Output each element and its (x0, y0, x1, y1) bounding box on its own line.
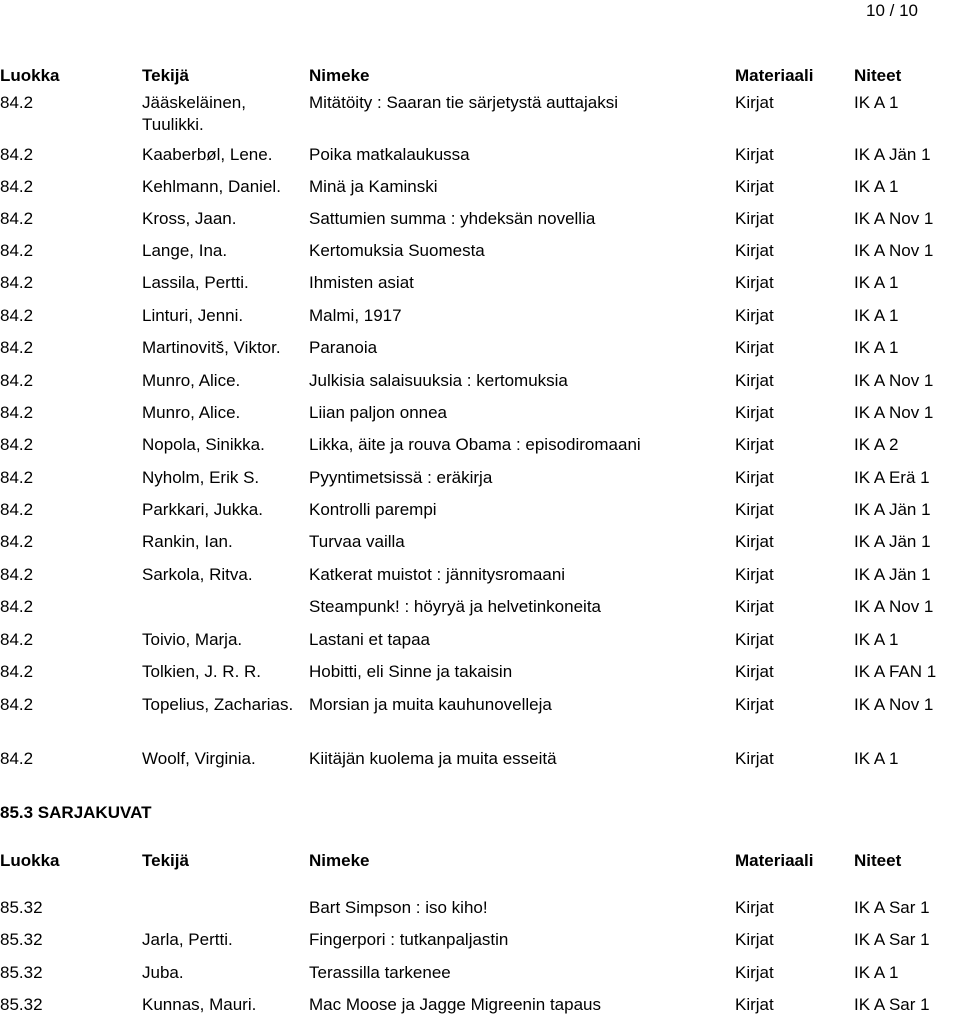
cell-niteet: IK A 2 (854, 435, 899, 454)
table-row (0, 176, 960, 198)
col-materiaali: Materiaali (735, 851, 814, 870)
cell-nimeke: Minä ja Kaminski (309, 177, 438, 196)
table-row (0, 402, 960, 424)
table-row (0, 434, 960, 456)
section-title: 85.3 SARJAKUVAT (0, 803, 152, 822)
cell-nimeke: Lastani et tapaa (309, 630, 430, 649)
cell-luokka: 84.2 (0, 532, 34, 551)
cell-tekija: Lassila, Pertti. (142, 273, 249, 292)
cell-materiaali: Kirjat (735, 995, 774, 1014)
cell-luokka: 84.2 (0, 273, 34, 292)
col-luokka: Luokka (0, 66, 60, 85)
cell-nimeke: Hobitti, eli Sinne ja takaisin (309, 662, 513, 681)
col-niteet: Niteet (854, 66, 902, 85)
table-row (0, 467, 960, 489)
cell-tekija: Jarla, Pertti. (142, 930, 233, 949)
cell-tekija: Toivio, Marja. (142, 630, 243, 649)
cell-luokka: 84.2 (0, 468, 34, 487)
cell-tekija: Tolkien, J. R. R. (142, 662, 262, 681)
table-row (0, 499, 960, 521)
cell-luokka: 85.32 (0, 995, 43, 1014)
cell-luokka: 84.2 (0, 177, 34, 196)
cell-luokka: 84.2 (0, 695, 34, 714)
cell-luokka: 84.2 (0, 209, 34, 228)
table-row (0, 897, 960, 919)
cell-nimeke: Poika matkalaukussa (309, 145, 470, 164)
cell-materiaali: Kirjat (735, 630, 774, 649)
cell-materiaali: Kirjat (735, 273, 774, 292)
cell-niteet: IK A 1 (854, 177, 899, 196)
cell-luokka: 84.2 (0, 597, 34, 616)
cell-tekija: Munro, Alice. (142, 403, 241, 422)
cell-nimeke: Kiitäjän kuolema ja muita esseitä (309, 749, 557, 768)
cell-nimeke: Bart Simpson : iso kiho! (309, 898, 488, 917)
cell-niteet: IK A Jän 1 (854, 532, 931, 551)
table-row (0, 370, 960, 392)
cell-materiaali: Kirjat (735, 306, 774, 325)
cell-nimeke: Julkisia salaisuuksia : kertomuksia (309, 371, 568, 390)
cell-niteet: IK A Nov 1 (854, 695, 934, 714)
cell-materiaali: Kirjat (735, 565, 774, 584)
cell-nimeke: Paranoia (309, 338, 378, 357)
cell-luokka: 84.2 (0, 500, 34, 519)
table-row (0, 748, 960, 770)
cell-niteet: IK A Erä 1 (854, 468, 930, 487)
cell-nimeke: Steampunk! : höyryä ja helvetinkoneita (309, 597, 602, 616)
cell-niteet: IK A 1 (854, 306, 899, 325)
cell-niteet: IK A Nov 1 (854, 371, 934, 390)
cell-nimeke: Liian paljon onnea (309, 403, 448, 422)
table-row (0, 240, 960, 262)
table-row (0, 92, 960, 134)
table-row (0, 929, 960, 951)
cell-tekija: Kross, Jaan. (142, 209, 237, 228)
cell-tekija: Nyholm, Erik S. (142, 468, 260, 487)
cell-materiaali: Kirjat (735, 93, 774, 112)
cell-materiaali: Kirjat (735, 749, 774, 768)
cell-tekija: Nopola, Sinikka. (142, 435, 265, 454)
cell-materiaali: Kirjat (735, 209, 774, 228)
cell-niteet: IK A 1 (854, 93, 899, 112)
table-row (0, 962, 960, 984)
cell-tekija: Kunnas, Mauri. (142, 995, 257, 1014)
col-nimeke: Nimeke (309, 851, 370, 870)
cell-nimeke: Kertomuksia Suomesta (309, 241, 485, 260)
cell-nimeke: Terassilla tarkenee (309, 963, 451, 982)
cell-niteet: IK A 1 (854, 338, 899, 357)
col-niteet: Niteet (854, 851, 902, 870)
table-row (0, 272, 960, 294)
cell-nimeke: Morsian ja muita kauhunovelleja (309, 695, 552, 714)
cell-tekija: Munro, Alice. (142, 371, 241, 390)
cell-materiaali: Kirjat (735, 500, 774, 519)
cell-niteet: IK A Jän 1 (854, 565, 931, 584)
table-header-2 (0, 850, 960, 872)
cell-materiaali: Kirjat (735, 597, 774, 616)
cell-nimeke: Pyyntimetsissä : eräkirja (309, 468, 493, 487)
table-row (0, 596, 960, 618)
table-row (0, 305, 960, 327)
cell-materiaali: Kirjat (735, 963, 774, 982)
cell-luokka: 84.2 (0, 749, 34, 768)
col-luokka: Luokka (0, 851, 60, 870)
cell-tekija: Jääskeläinen, Tuulikki. (142, 93, 246, 134)
cell-luokka: 84.2 (0, 565, 34, 584)
col-nimeke: Nimeke (309, 66, 370, 85)
cell-tekija: Kaaberbøl, Lene. (142, 145, 273, 164)
table-row (0, 337, 960, 359)
cell-nimeke: Mac Moose ja Jagge Migreenin tapaus (309, 995, 601, 1014)
cell-luokka: 84.2 (0, 435, 34, 454)
cell-materiaali: Kirjat (735, 898, 774, 917)
cell-niteet: IK A Nov 1 (854, 209, 934, 228)
cell-tekija: Lange, Ina. (142, 241, 228, 260)
cell-niteet: IK A Jän 1 (854, 500, 931, 519)
cell-luokka: 84.2 (0, 630, 34, 649)
cell-materiaali: Kirjat (735, 145, 774, 164)
cell-materiaali: Kirjat (735, 177, 774, 196)
cell-luokka: 84.2 (0, 403, 34, 422)
table-row (0, 694, 960, 716)
cell-luokka: 84.2 (0, 306, 34, 325)
cell-niteet: IK A 1 (854, 273, 899, 292)
cell-materiaali: Kirjat (735, 435, 774, 454)
cell-nimeke: Katkerat muistot : jännitysromaani (309, 565, 566, 584)
cell-materiaali: Kirjat (735, 371, 774, 390)
cell-luokka: 84.2 (0, 371, 34, 390)
cell-materiaali: Kirjat (735, 241, 774, 260)
cell-niteet: IK A 1 (854, 749, 899, 768)
cell-niteet: IK A Nov 1 (854, 597, 934, 616)
cell-nimeke: Kontrolli parempi (309, 500, 437, 519)
cell-nimeke: Malmi, 1917 (309, 306, 402, 325)
cell-niteet: IK A Sar 1 (854, 930, 930, 949)
cell-tekija: Topelius, Zacharias. (142, 695, 294, 714)
page-number: 10 / 10 (866, 1, 918, 20)
cell-luokka: 85.32 (0, 963, 43, 982)
cell-materiaali: Kirjat (735, 695, 774, 714)
col-tekija: Tekijä (142, 66, 189, 85)
cell-materiaali: Kirjat (735, 468, 774, 487)
cell-luokka: 84.2 (0, 241, 34, 260)
cell-luokka: 84.2 (0, 93, 34, 112)
cell-tekija: Linturi, Jenni. (142, 306, 244, 325)
cell-tekija: Woolf, Virginia. (142, 749, 256, 768)
cell-niteet: IK A 1 (854, 963, 899, 982)
table-row (0, 564, 960, 586)
table-row (0, 994, 960, 1016)
cell-tekija: Sarkola, Ritva. (142, 565, 253, 584)
table-row (0, 531, 960, 553)
cell-niteet: IK A Sar 1 (854, 995, 930, 1014)
cell-tekija: Juba. (142, 963, 184, 982)
cell-luokka: 84.2 (0, 662, 34, 681)
cell-niteet: IK A FAN 1 (854, 662, 937, 681)
cell-niteet: IK A Nov 1 (854, 403, 934, 422)
cell-nimeke: Likka, äite ja rouva Obama : episodiromaani (309, 435, 641, 454)
cell-tekija: Kehlmann, Daniel. (142, 177, 281, 196)
cell-nimeke: Fingerpori : tutkanpaljastin (309, 930, 509, 949)
cell-materiaali: Kirjat (735, 930, 774, 949)
cell-nimeke: Ihmisten asiat (309, 273, 414, 292)
table-row (0, 144, 960, 166)
cell-luokka: 85.32 (0, 898, 43, 917)
cell-niteet: IK A Sar 1 (854, 898, 930, 917)
cell-tekija: Parkkari, Jukka. (142, 500, 263, 519)
cell-tekija: Rankin, Ian. (142, 532, 233, 551)
table-row (0, 629, 960, 651)
col-materiaali: Materiaali (735, 66, 814, 85)
cell-materiaali: Kirjat (735, 403, 774, 422)
cell-nimeke: Mitätöity : Saaran tie särjetystä auttajaksi (309, 93, 618, 112)
table-row (0, 208, 960, 230)
cell-niteet: IK A Nov 1 (854, 241, 934, 260)
cell-luokka: 84.2 (0, 338, 34, 357)
cell-luokka: 84.2 (0, 145, 34, 164)
cell-nimeke: Sattumien summa : yhdeksän novellia (309, 209, 596, 228)
cell-materiaali: Kirjat (735, 662, 774, 681)
cell-niteet: IK A Jän 1 (854, 145, 931, 164)
cell-materiaali: Kirjat (735, 338, 774, 357)
cell-niteet: IK A 1 (854, 630, 899, 649)
cell-nimeke: Turvaa vailla (309, 532, 405, 551)
cell-tekija: Martinovitš, Viktor. (142, 338, 281, 357)
table-row (0, 661, 960, 683)
table-header (0, 65, 960, 87)
cell-luokka: 85.32 (0, 930, 43, 949)
col-tekija: Tekijä (142, 851, 189, 870)
cell-materiaali: Kirjat (735, 532, 774, 551)
